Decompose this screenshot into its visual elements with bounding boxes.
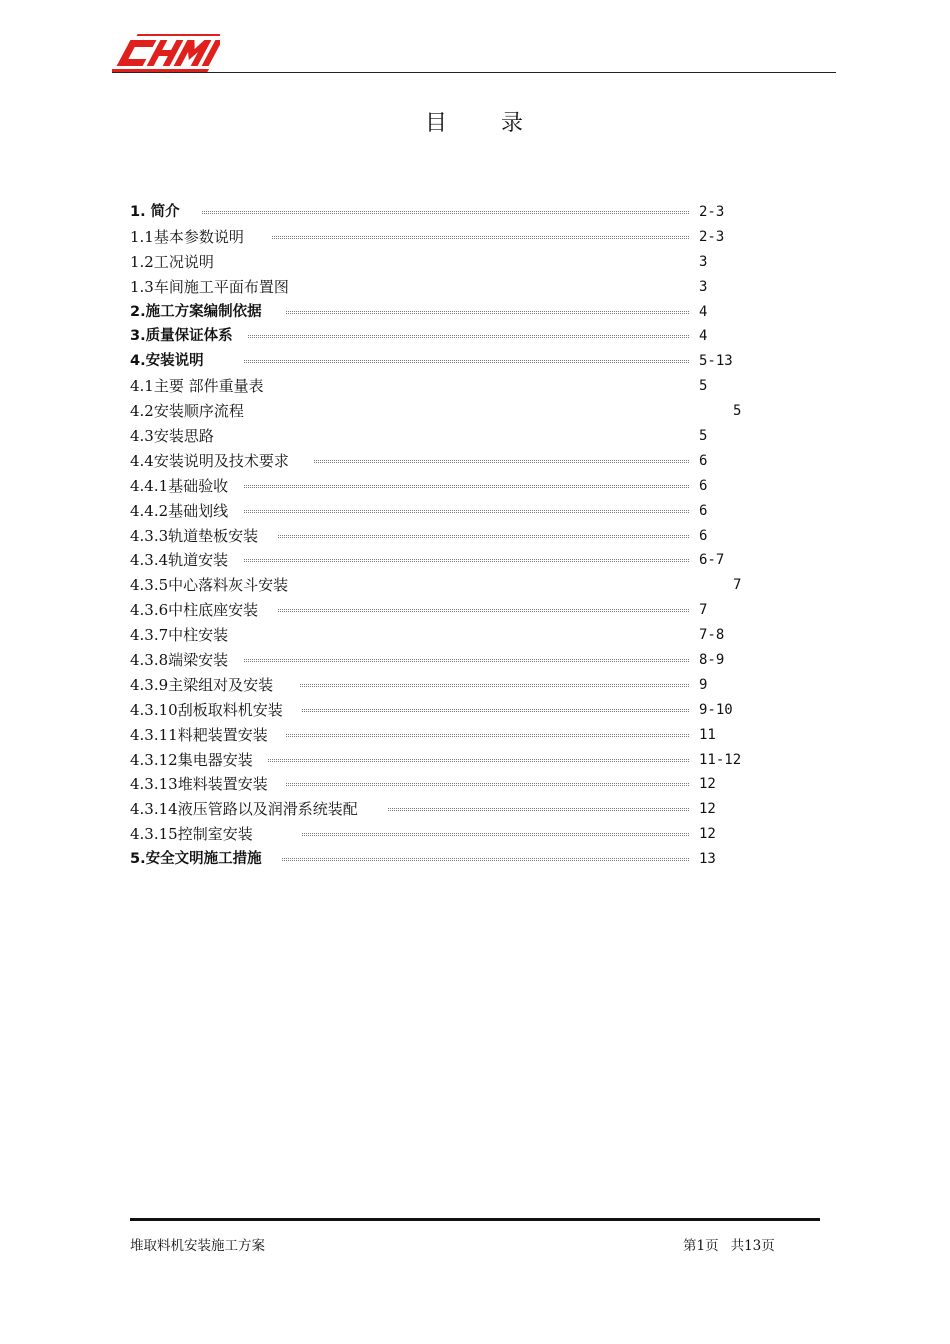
toc-entry-page: 12	[699, 776, 716, 793]
toc-dot-leader	[272, 236, 690, 239]
toc-entry	[130, 300, 750, 325]
toc-entry-page: 5	[699, 428, 708, 445]
toc-entry	[130, 474, 750, 499]
toc-entry-page: 6	[699, 502, 708, 519]
toc-entry	[130, 598, 750, 623]
toc-entry-page: 13	[699, 851, 716, 868]
toc-entry	[130, 822, 750, 847]
footer-doc-title: 堆取料机安装施工方案	[130, 1238, 265, 1254]
toc-dot-leader	[244, 485, 690, 488]
title-char-2: 录	[501, 111, 526, 136]
toc-entry-label: 3.质量保证体系	[130, 328, 233, 345]
toc-entry-label: 4.2安装顺序流程	[130, 402, 244, 421]
footer-rule	[130, 1218, 820, 1221]
toc-entry-page: 4	[699, 303, 708, 320]
toc-entry	[130, 424, 750, 449]
toc-entry	[130, 548, 750, 573]
toc-entry-page: 7	[699, 602, 708, 619]
toc-entry-label: 1. 简介	[130, 204, 180, 220]
toc-entry-label: 4.3.6中柱底座安装	[130, 601, 259, 620]
footer-page-current: 第1页	[683, 1238, 719, 1254]
toc-entry-label: 4.1主要 部件重量表	[130, 377, 264, 396]
toc-entry-label: 4.3.7中柱安装	[130, 626, 229, 645]
toc-entry	[130, 797, 750, 822]
toc-entry-label: 4.3.3轨道垫板安装	[130, 526, 259, 545]
title-char-1: 目	[424, 111, 449, 136]
toc-dot-leader	[300, 684, 690, 687]
toc-dot-leader	[244, 659, 690, 662]
toc-entry-label: 4.3.12集电器安装	[130, 750, 253, 769]
toc-entry-label: 1.1基本参数说明	[130, 227, 244, 246]
toc-entry	[130, 623, 750, 648]
toc-entry	[130, 499, 750, 524]
toc-dot-leader	[286, 783, 690, 786]
toc-entry-page: 3	[699, 253, 708, 270]
footer-page-total: 共13页	[730, 1238, 775, 1254]
toc-entry-page: 3	[699, 278, 708, 295]
toc-entry-page: 12	[699, 801, 716, 818]
toc-entry-page: 6-7	[699, 552, 725, 569]
toc-dot-leader	[302, 709, 690, 712]
toc-entry	[130, 772, 750, 797]
toc-entry-page: 7-8	[699, 627, 725, 644]
company-logo	[112, 22, 220, 78]
toc-entry-label: 1.3车间施工平面布置图	[130, 277, 289, 296]
toc-entry-label: 4.4.2基础划线	[130, 501, 229, 520]
toc-entry	[130, 748, 750, 773]
toc-entry	[130, 648, 750, 673]
toc-entry	[130, 225, 750, 250]
toc-dot-leader	[314, 460, 690, 463]
toc-entry-page: 5-13	[699, 353, 733, 370]
toc-entry-page: 2-3	[699, 228, 725, 245]
toc-entry	[130, 200, 750, 225]
toc-dot-leader	[278, 609, 690, 612]
toc-entry	[130, 399, 750, 424]
toc-entry	[130, 449, 750, 474]
toc-entry-label: 4.3.13堆料装置安装	[130, 775, 268, 794]
toc-entry	[130, 250, 750, 275]
toc-dot-leader	[268, 759, 690, 762]
toc-entry-label: 5.安全文明施工措施	[130, 851, 262, 868]
toc-dot-leader	[388, 808, 690, 811]
toc-entry-label: 4.3.10刮板取料机安装	[130, 700, 283, 719]
toc-entry-page: 11-12	[699, 751, 742, 768]
toc-entry-label: 4.3.14液压管路以及润滑系统装配	[130, 800, 358, 819]
toc-entry-page: 7	[733, 577, 742, 594]
toc-entry	[130, 275, 750, 300]
toc-entry-label: 4.3.15控制室安装	[130, 825, 253, 844]
toc-entry	[130, 723, 750, 748]
toc-entry-page: 12	[699, 826, 716, 843]
toc-entry-label: 4.安装说明	[130, 353, 204, 370]
toc-dot-leader	[278, 535, 690, 538]
toc-entry-label: 4.3.9主梁组对及安装	[130, 675, 274, 694]
toc-entry-page: 6	[699, 477, 708, 494]
toc-entry-page: 5	[733, 403, 742, 420]
toc-entry-label: 2.施工方案编制依据	[130, 303, 262, 320]
toc-entry-label: 4.3.5中心落料灰斗安装	[130, 576, 289, 595]
toc-entry	[130, 847, 750, 872]
toc-dot-leader	[248, 335, 690, 338]
toc-entry-page: 9-10	[699, 701, 733, 718]
toc-entry	[130, 573, 750, 598]
toc-entry-page: 9	[699, 676, 708, 693]
toc-dot-leader	[302, 833, 690, 836]
toc-entry	[130, 698, 750, 723]
toc-entry	[130, 524, 750, 549]
toc-dot-leader	[286, 734, 690, 737]
toc-entry-label: 4.3.4轨道安装	[130, 551, 229, 570]
toc-entry	[130, 374, 750, 399]
table-of-contents	[130, 200, 750, 872]
footer-page-info	[683, 1234, 787, 1254]
toc-entry-page: 5	[699, 378, 708, 395]
toc-entry-label: 1.2工况说明	[130, 252, 214, 271]
toc-entry-page: 8-9	[699, 652, 725, 669]
header-rule	[112, 72, 836, 73]
toc-entry	[130, 673, 750, 698]
toc-entry-label: 4.4安装说明及技术要求	[130, 451, 289, 470]
toc-entry-page: 2-3	[699, 204, 725, 220]
toc-dot-leader	[202, 211, 690, 214]
toc-entry-label: 4.3安装思路	[130, 427, 214, 446]
toc-dot-leader	[282, 858, 690, 861]
page-title	[0, 106, 950, 137]
toc-entry-label: 4.3.8端梁安装	[130, 651, 229, 670]
toc-entry	[130, 324, 750, 349]
toc-entry	[130, 349, 750, 374]
toc-dot-leader	[244, 559, 690, 562]
toc-dot-leader	[244, 360, 690, 363]
toc-entry-page: 6	[699, 452, 708, 469]
toc-entry-page: 6	[699, 527, 708, 544]
toc-dot-leader	[286, 311, 690, 314]
toc-dot-leader	[244, 510, 690, 513]
toc-entry-label: 4.3.11料耙装置安装	[130, 725, 268, 744]
toc-entry-page: 4	[699, 328, 708, 345]
toc-entry-page: 11	[699, 726, 716, 743]
toc-entry-label: 4.4.1基础验收	[130, 476, 229, 495]
